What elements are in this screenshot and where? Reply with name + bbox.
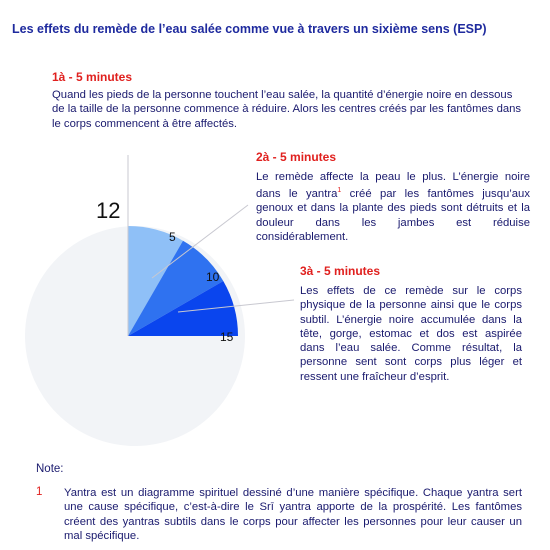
section-2-heading: 2à - 5 minutes xyxy=(256,150,337,164)
note-1-text: Yantra est un diagramme spirituel dessiné d’une manière spécifique. Chaque yantra sert une cause spécifique, c’est-à-dire le Srī yantra apporte de la prospérité. Les fantômes créent des yantras subtils dans le corps pour affecter les personnes pour leur causer un mal spécifique. xyxy=(64,487,522,542)
section-3-heading: 3à - 5 minutes xyxy=(300,264,381,278)
clock-label-15: 15 xyxy=(220,330,234,344)
section-1-heading: 1à - 5 minutes xyxy=(52,70,133,84)
page-title: Les effets du remède de l’eau salée comme vue à travers un sixième sens (ESP) xyxy=(12,22,487,36)
footnote-ref: 1 xyxy=(337,187,342,195)
clock-label-5: 5 xyxy=(169,230,176,244)
section-2-text-part1: Le remède affecte la peau le plus. L’énergie noire dans le yantra xyxy=(256,171,530,201)
clock-label-12: 12 xyxy=(96,198,121,223)
section-3-text: Les effets de ce remède sur le corps physique de la personne ainsi que le corps subtil. L’énergie noire accumulée dans la tête, gorge, estomac et dos est aspirée dans l’eau salée. Comme résultat, la personne sent sont corps plus léger et ressent une fraîcheur d’esprit. xyxy=(300,285,522,383)
clock-label-10: 10 xyxy=(206,270,220,284)
note-label: Note: xyxy=(36,463,64,475)
section-2-text-part2: créé par les fantômes jusqu’aux genoux et dans la plante des pieds sont détruits et la douleur dans les jambes est réduise considérablement. xyxy=(256,188,530,243)
note-1-number: 1 xyxy=(36,486,43,498)
section-1-text: Quand les pieds de la personne touchent l’eau salée, la quantité d’énergie noire en dessous de la taille de la personne commence à réduire. Alors les centres créés par les fantômes dans le corps commencent à être affectés. xyxy=(52,89,522,130)
